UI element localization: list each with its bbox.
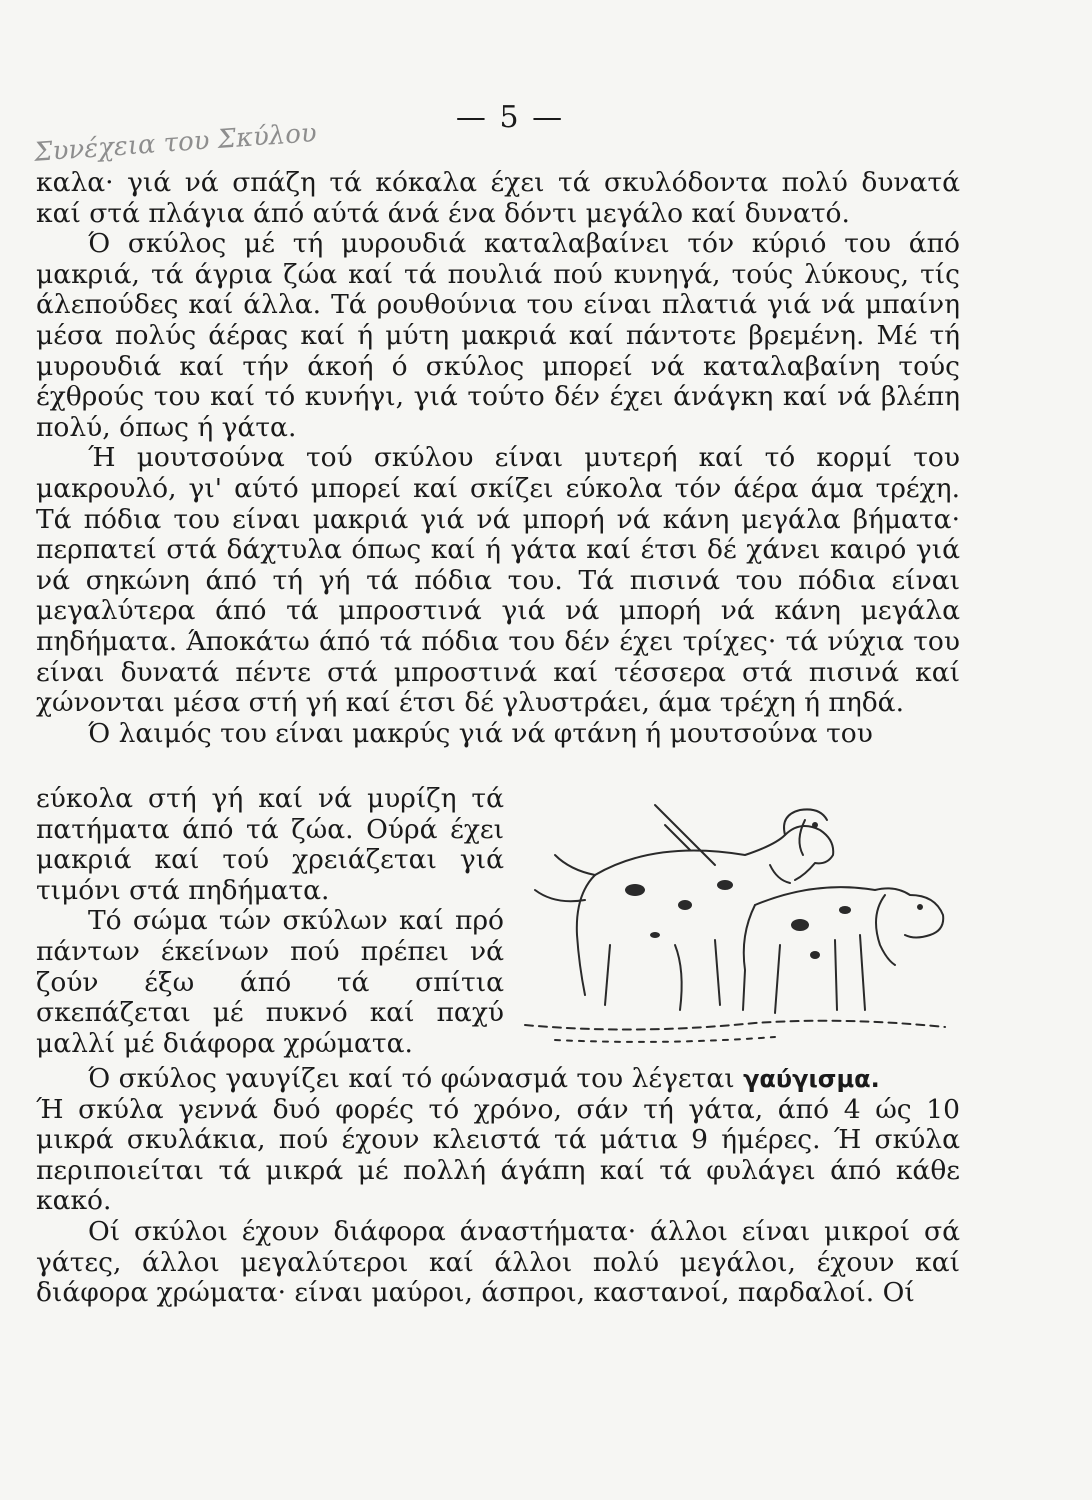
paragraph-6 xyxy=(36,1064,960,1095)
paragraph-5: Τό σώμα τών σκύλων καί πρό πάντων έκείνων πού πρέπει νά ζούν έξω άπό τά σπίτια σκεπάζεται μέ πυκνό καί παχύ μαλλί μέ διάφορα χρώματα. xyxy=(36,905,504,1059)
paragraph-4-first-line: Ό λαιμός του είναι μακρύς γιά νά φτάνη ή μουτσούνα του xyxy=(88,717,873,749)
paragraph-2: Ό σκύλος μέ τή μυρουδιά καταλαβαίνει τόν κύριό του άπό μακριά, τά άγρια ζώα καί τά πουλιά πού κυνηγά, τούς λύκους, τίς άλεπούδες καί άλλα. Τά ρουθούνια του είναι πλατιά γιά νά μπαίνη μέσα πολύς άέρας καί ή μύτη μακριά καί πάντοτε βρεμένη. Μέ τή μυρουδιά καί τήν άκοή ό σκύλος μπορεί νά καταλαβαίνη τούς έχθρούς του καί τό κυνήγι, γιά τούτο δέν έχει άνάγκη καί νά βλέπη πολύ, όπως ή γάτα. xyxy=(36,228,960,443)
paragraph-4-rest: εύκολα στή γή καί νά μυρίζη τά πατήματα άπό τά ζώα. Ούρά έχει μακριά καί τού χρειάζεται γιά τιμόνι στά πηδήματα. xyxy=(36,783,504,906)
bottom-text-block xyxy=(36,1064,960,1309)
handwritten-note: Συνέχεια του Σκύλου xyxy=(33,118,318,168)
term-gavgisma: γαύγισμα. xyxy=(743,1065,880,1093)
paragraph-1: καλα· γιά νά σπάζη τά κόκαλα έχει τά σκυλόδοντα πολύ δυνατά καί στά πλάγια άπό αύτά άνά ένα δόντι μεγάλο καί δυνατό. xyxy=(36,167,960,229)
page-number: — 5 — xyxy=(455,100,565,135)
top-text-block xyxy=(36,168,960,749)
paragraph-8: Οί σκύλοι έχουν διάφορα άναστήματα· άλλοι είναι μικροί σά γάτες, άλλοι μεγαλύτεροι καί άλλοι πολύ μεγάλοι, έχουν καί διάφορα χρώματα· είναι μαύροι, άσπροι, καστανοί, παρδαλοί. Οί xyxy=(36,1215,960,1309)
narrow-text-block xyxy=(36,784,504,1059)
paragraph-3: Ή μουτσούνα τού σκύλου είναι μυτερή καί τό κορμί του μακρουλό, γι' αύτό μπορεί καί σκίζει εύκολα τόν άέρα άμα τρέχη. Τά πόδια του είναι μακριά γιά νά μπορή νά κάνη μεγάλα βήματα· περπατεί στά δάχτυλα όπως καί ή γάτα καί έτσι δέ χάνει καιρό γιά νά σηκώνη άπό τή γή τά πόδια του. Τά πισινά του πόδια είναι μεγαλύτερα άπό τά μπροστινά γιά νά μπορή νά κάνη μεγάλα πηδήματα. Άποκάτω άπό τά πόδια του δέν έχει τρίχες· τά νύχια του είναι δυνατά πέντε στά μπροστινά καί τέσσερα στά πισινά καί χώνονται μέσα στή γή καί έτσι δέ γλυστράει, άμα τρέχη ή πηδά. xyxy=(36,442,960,719)
hunting-dogs-illustration xyxy=(515,795,965,1050)
paragraph-6-text: Ό σκύλος γαυγίζει καί τό φώνασμά του λέγεται xyxy=(88,1063,735,1094)
paragraph-7: Ή σκύλα γεννά δυό φορές τό χρόνο, σάν τή γάτα, άπό 4 ώς 10 μικρά σκυλάκια, πού έχουν κλειστά τά μάτια 9 ήμέρες. Ή σκύλα περιποιείται τά μικρά μέ πολλή άγάπη καί τά φυλάγει άπό κάθε κακό. xyxy=(36,1093,960,1217)
